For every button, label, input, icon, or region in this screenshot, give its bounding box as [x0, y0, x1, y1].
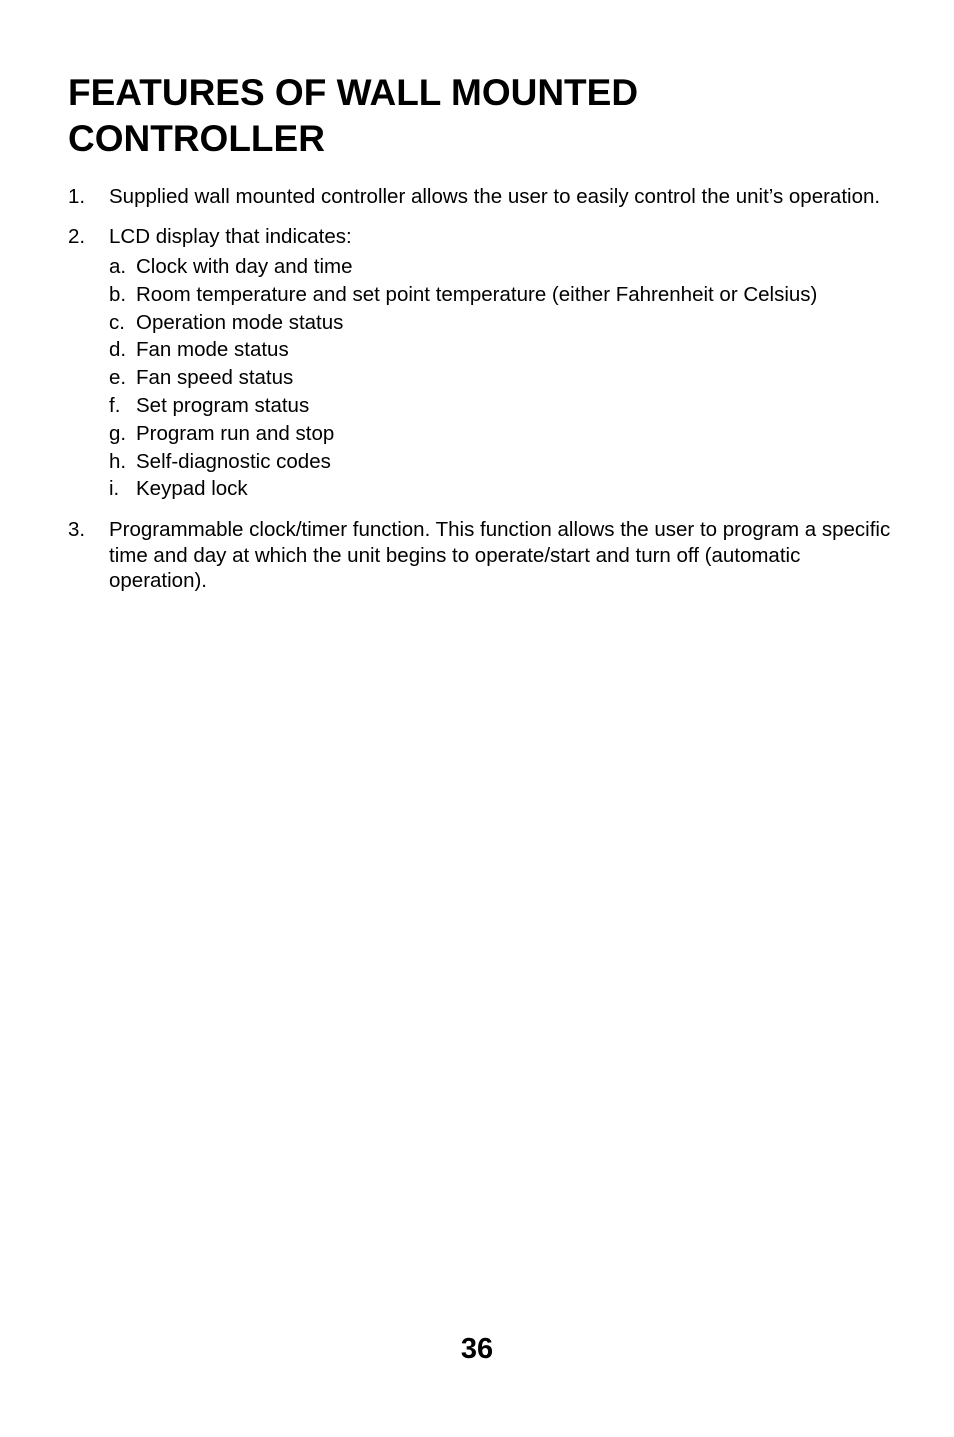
- list-item-text: Programmable clock/timer function. This function allows the user to program a specific time and day at which the unit begins to operate/start and turn off (automatic operation).: [109, 518, 891, 593]
- sublist-item: [109, 475, 898, 503]
- list-item-number: 2.: [68, 224, 86, 248]
- sublist-item-letter: c.: [109, 310, 125, 334]
- sublist-item: [109, 281, 898, 309]
- sublist-item: [109, 253, 898, 281]
- sublist-item: [109, 392, 898, 420]
- sublist-item-letter: i.: [109, 477, 120, 501]
- sublist-item-letter: d.: [109, 338, 127, 362]
- sublist-item-text: Fan mode status: [136, 338, 289, 362]
- sublist-item: [109, 448, 898, 476]
- features-list: [68, 184, 898, 608]
- list-item-number: 3.: [68, 518, 86, 542]
- sublist-item-letter: b.: [109, 282, 127, 306]
- page-title: FEATURES OF WALL MOUNTED CONTROLLER: [68, 72, 639, 159]
- sublist-item-text: Room temperature and set point temperature (either Fahrenheit or Celsius): [136, 282, 818, 306]
- list-item: [68, 224, 898, 504]
- list-item-text: LCD display that indicates:: [109, 224, 352, 248]
- sublist-item: [109, 420, 898, 448]
- list-item-text: Supplied wall mounted controller allows the user to easily control the unit’s operation.: [109, 185, 881, 208]
- page-number: 36: [460, 1333, 494, 1365]
- sublist-item-text: Fan speed status: [136, 366, 294, 390]
- list-item-number: 1.: [68, 185, 86, 208]
- sublist-item: [109, 309, 898, 337]
- sublist-item-text: Set program status: [136, 393, 310, 417]
- sublist-item-text: Self-diagnostic codes: [136, 449, 331, 473]
- sublist-item-letter: a.: [109, 255, 127, 278]
- list-item: [68, 184, 898, 210]
- lcd-indicators-sublist: [109, 253, 898, 503]
- sublist-item-text: Clock with day and time: [136, 255, 353, 278]
- sublist-item-text: Keypad lock: [136, 477, 248, 501]
- sublist-item-text: Operation mode status: [136, 310, 344, 334]
- sublist-item-letter: h.: [109, 449, 127, 473]
- sublist-item-letter: e.: [109, 366, 127, 390]
- sublist-item-letter: g.: [109, 421, 127, 445]
- list-item: [68, 517, 898, 594]
- sublist-item: [109, 336, 898, 364]
- sublist-item: [109, 364, 898, 392]
- sublist-item-letter: f.: [109, 393, 121, 417]
- sublist-item-text: Program run and stop: [136, 421, 335, 445]
